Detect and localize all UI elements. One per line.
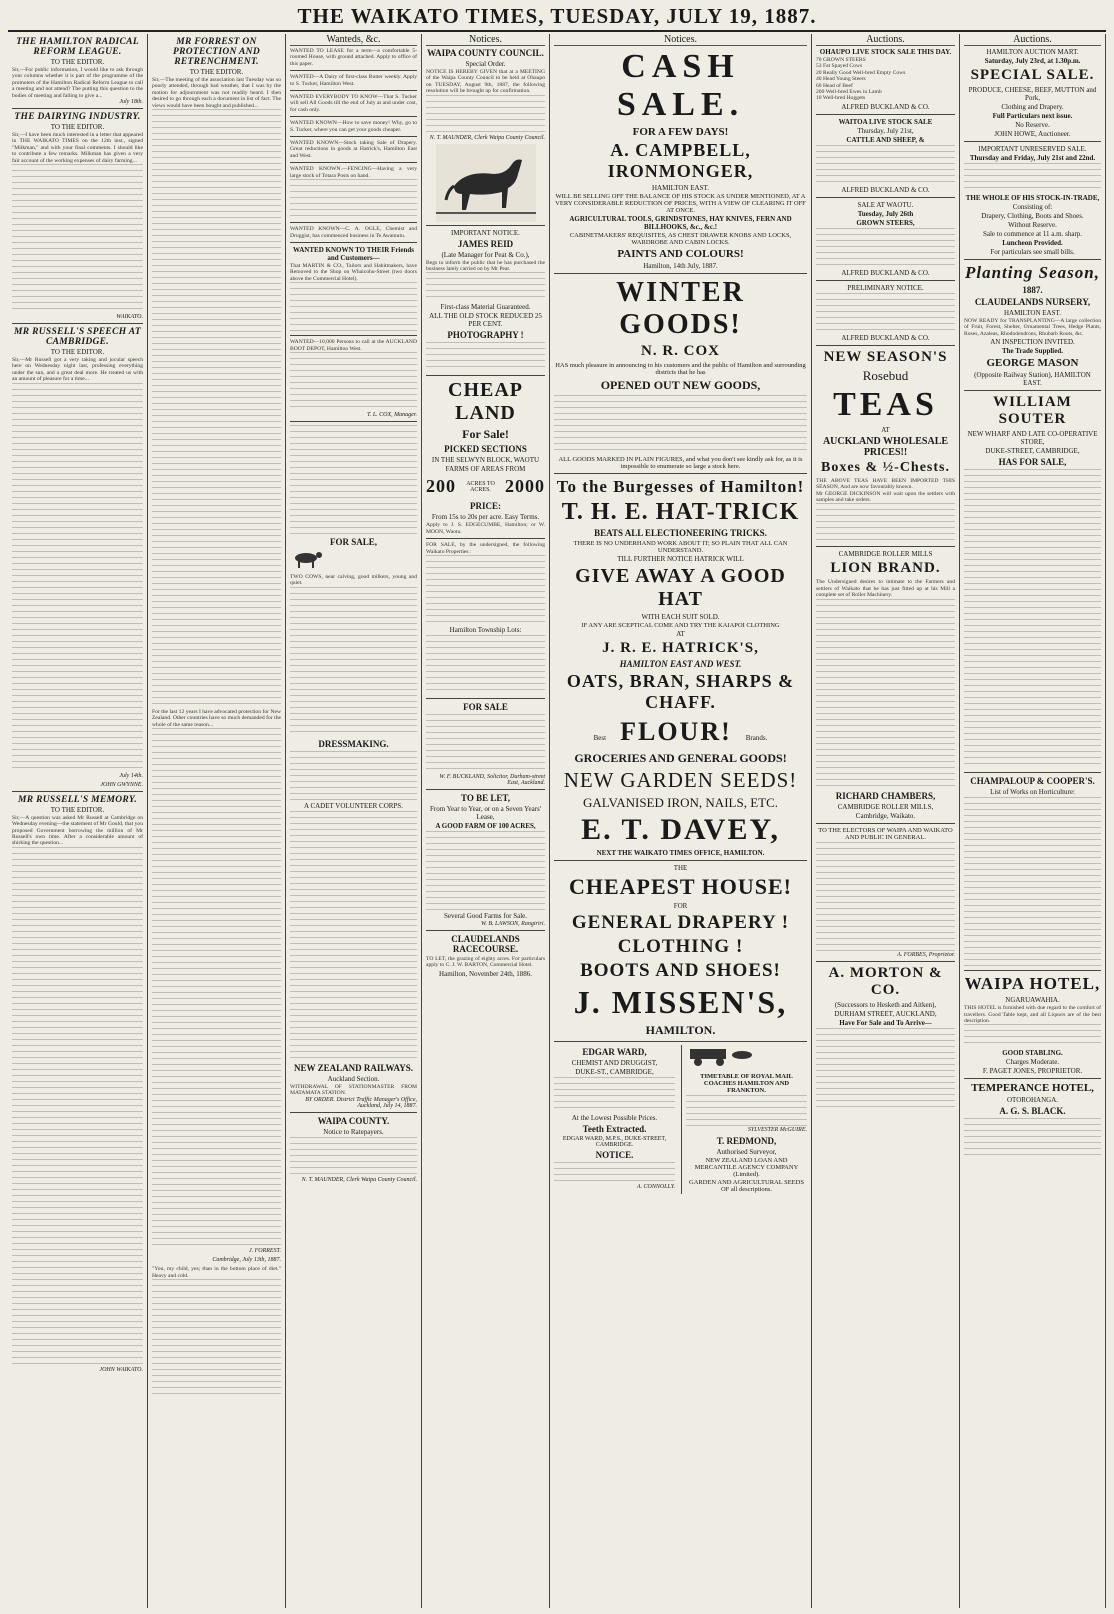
- to-editor: TO THE EDITOR.: [189, 68, 244, 76]
- text-filler: [816, 228, 955, 268]
- ad-garden-seeds: NEW GARDEN SEEDS!: [563, 768, 798, 792]
- text-filler: [554, 1162, 675, 1184]
- letter-body: Sir,—The meeting of the association last Tuesday was so poorly attended, through bad weather, that I was by the motion for adjournment was not readily heard. I then desired to go through each a document in list of fact. The views would have been bought and published...: [152, 77, 281, 109]
- ad-photography: PHOTOGRAPHY !: [447, 330, 524, 341]
- text-filler: [426, 831, 545, 911]
- to-editor: TO THE EDITOR.: [50, 805, 105, 814]
- ad-to-let-sub: From Year to Year, or on a Seven Years' Lease,: [429, 805, 542, 822]
- ad-cox-body: HAS much pleasure in announcing to his customers and the public of Hamilton and surrounding districts that he has: [555, 362, 806, 376]
- ad-alfred-2: ALFRED BUCKLAND & CO.: [841, 185, 930, 194]
- ad-reid-sub: (Late Manager for Peat & Co.),: [441, 250, 530, 259]
- ad-grown-steers: GROWN STEERS,: [856, 218, 915, 227]
- ad-stabling: GOOD STABLING.: [1002, 1049, 1063, 1058]
- text-filler: [290, 179, 417, 219]
- ad-important: IMPORTANT NOTICE.: [451, 228, 520, 237]
- ad-for: FOR: [673, 902, 688, 910]
- ad-consisting: Consisting of:: [1012, 203, 1053, 211]
- column-notices-1: [422, 34, 550, 1608]
- ad-claudelands-body: TO LET, the grazing of eighty acres. For particulars apply to C. J. W. BARTON, Commercial Hotel.: [426, 956, 545, 969]
- ad-edgar-sig: EDGAR WARD, M.P.S., DUKE-STREET, CAMBRIDGE.: [562, 1136, 667, 1148]
- ad-mart: HAMILTON AUCTION MART.: [986, 48, 1079, 56]
- text-filler: [12, 383, 143, 773]
- text-filler: [426, 342, 545, 372]
- to-editor: TO THE EDITOR.: [50, 58, 105, 66]
- ad-cheapest-house: CHEAPEST HOUSE!: [568, 874, 793, 899]
- ad-waipa-sub: Notice to Ratepayers.: [323, 1127, 384, 1136]
- ad-cambridge-waikato: Cambridge, Waikato.: [855, 811, 916, 820]
- ad-wanted-2: WANTED—A Dairy of first-class Butter weekly. Apply to S. Tucker, Hamilton West.: [290, 74, 417, 87]
- ad-lion-body: The Undersigned desires to intimate to the Farmers and settlers of Waikato that he has just fitted up at his Mill a complete set of Roller Machinery.: [816, 579, 955, 599]
- divider: [12, 791, 143, 792]
- ad-ngaruawahia: NGARUAWAHIA.: [1005, 996, 1060, 1005]
- ad-suit: WITH EACH SUIT SOLD.: [641, 613, 720, 621]
- ad-till: TILL FURTHER NOTICE HATRICK WILL: [617, 555, 744, 563]
- ad-trade: The Trade Supplied.: [1001, 347, 1063, 356]
- section-heading-auctions-2: Auctions.: [964, 34, 1101, 46]
- ad-clothing-drapery: Clothing and Drapery.: [1001, 103, 1064, 111]
- ad-item-2: 53 Fat Spayed Cows: [816, 63, 863, 70]
- letter-body: Sir,—I have been much interested in a letter that appeared in THE WAIKATO TIMES on the 12th inst., signed "Milkman," and with your final comments. I should like to contribute a few remarks. Milkman has given a very fair account of the working expenses of dairy farming...: [12, 132, 143, 164]
- ad-sale-properties: FOR SALE, by the undersigned, the following Waikato Properties :: [426, 542, 545, 555]
- ad-produce: PRODUCE, CHEESE, BEEF, MUTTON and Pork,: [968, 86, 1097, 102]
- ad-nzloan: NEW ZEALAND LOAN AND MERCANTILE AGENCY COMPANY (Limited).: [694, 1157, 799, 1178]
- text-filler: [816, 145, 955, 185]
- ad-morton-arrive: Have For Sale and To Arrive—: [839, 1018, 932, 1027]
- ad-special-sale: SPECIAL SALE.: [970, 67, 1095, 83]
- ad-missen: J. MISSEN'S,: [573, 984, 788, 1020]
- ad-chemist: CHEMIST AND DRUGGIST,: [571, 1059, 658, 1067]
- ad-to-let: TO BE LET,: [461, 793, 510, 804]
- text-filler: [426, 555, 545, 625]
- ad-at: AT: [676, 630, 685, 638]
- letter-body-3: "You, my child, yes; than in the bottom place of diet." Heavy and cold.: [152, 1266, 281, 1279]
- ad-teas: TEAS: [833, 385, 938, 423]
- ad-wanted-6: WANTED KNOWN.—FENCING—Having a very large stock of Totara Posts on hand.: [290, 166, 417, 179]
- ad-for-sale: For Sale!: [462, 427, 509, 442]
- ad-luncheon: Luncheon Provided.: [1002, 239, 1063, 247]
- horse-illustration: [436, 144, 536, 222]
- ad-no-reserve: No Reserve.: [1015, 121, 1050, 129]
- ad-oats: OATS, BRAN, SHARPS & CHAFF.: [566, 671, 795, 712]
- ad-reid: JAMES REID: [457, 238, 514, 249]
- ad-cows-heading: FOR SALE,: [329, 536, 377, 547]
- section-heading-notices-2: Notices.: [554, 34, 807, 46]
- ad-black: A. G. S. BLACK.: [999, 1106, 1066, 1117]
- ad-inspection: AN INSPECTION INVITED.: [990, 338, 1075, 347]
- letter-body-2: For the last 12 years I have advocated protection for New Zealand. Other countries have so much demanded for the whole of the same reason...: [152, 709, 281, 728]
- text-filler: [816, 503, 955, 543]
- ad-claudelands-date: Hamilton, November 24th, 1886.: [439, 969, 532, 978]
- ad-campbell-cabinet: CABINETMAKERS' REQUISITES, AS CHEST DRAWER KNOBS AND LOCKS, WARDROBE AND CABIN LOCKS.: [569, 232, 792, 246]
- ad-new-wharf: NEW WHARF AND LATE CO-OPERATIVE STORE,: [967, 430, 1098, 447]
- ad-cambridge-mills: CAMBRIDGE ROLLER MILLS: [838, 550, 933, 559]
- ad-waitoa: WAITOA LIVE STOCK SALE: [838, 117, 933, 126]
- ad-boots: BOOTS AND SHOES!: [580, 960, 781, 981]
- text-filler: [426, 714, 545, 774]
- heading-forrest: MR FORREST ON PROTECTION AND RETRENCHMENT.: [173, 37, 260, 67]
- text-filler: [290, 1137, 417, 1177]
- ad-campbell-selling: WILL BE SELLING OFF THE BALANCE OF HIS STOCK AS UNDER MENTIONED, AT A VERY CONSIDERABLE REDUCTION OF PRICES, WITH A VIEW OF CLEARING IT OFF AT ONCE.: [555, 193, 806, 214]
- ad-edgar: EDGAR WARD,: [582, 1047, 647, 1057]
- text-filler: [964, 1118, 1101, 1158]
- ad-whole-stock: THE WHOLE OF HIS STOCK-IN-TRADE,: [965, 194, 1100, 202]
- text-filler: [152, 728, 281, 1248]
- text-filler: [426, 95, 545, 135]
- ad-the: THE: [673, 864, 688, 872]
- ad-galv-iron: GALVANISED IRON, NAILS, ETC.: [582, 795, 778, 810]
- ad-has-sale: HAS FOR SALE,: [998, 457, 1067, 468]
- ad-humbug: THERE IS NO UNDERHAND WORK ABOUT IT; SO PLAIN THAT ALL CAN UNDERSTAND.: [573, 540, 788, 554]
- ad-brands: Brands.: [745, 734, 768, 742]
- ad-list: List of Works on Horticulture:: [990, 788, 1075, 797]
- ad-tuesday: Tuesday, July 26th: [857, 209, 914, 218]
- ad-morton: A. MORTON & CO.: [828, 964, 943, 998]
- heading-russell-speech: MR RUSSELL'S SPEECH AT CAMBRIDGE.: [14, 327, 141, 348]
- ad-groceries: GROCERIES AND GENERAL GOODS!: [574, 751, 787, 765]
- letter-signature: JOHN WAIKATO.: [99, 1366, 143, 1373]
- acres-to: 2000: [505, 476, 545, 497]
- ad-item-3: 20 Really Good Well-bred Empty Cows: [816, 69, 906, 76]
- ad-cox-plain: ALL GOODS MARKED IN PLAIN FIGURES, and what you don't see kindly ask for, as it is impossible to enumerate so large a stock here.: [558, 456, 803, 470]
- ad-several-farms: Several Good Farms for Sale.: [443, 912, 527, 921]
- ad-paints: PAINTS AND COLOURS!: [617, 248, 744, 260]
- ad-item-5: 60 Head of Beef: [816, 82, 853, 89]
- ad-connolly: A. CONNOLLY.: [636, 1184, 675, 1190]
- ad-mcguire: SYLVESTER McGUIRE.: [747, 1127, 807, 1133]
- ad-george-sub: (Opposite Railway Station), HAMILTON EAST.: [974, 371, 1091, 388]
- ad-flour: FLOUR!: [620, 717, 732, 746]
- text-filler: [426, 272, 545, 302]
- ad-rosebud: Rosebud: [862, 367, 909, 383]
- text-filler: [290, 282, 417, 332]
- ad-material: First-class Material Guaranteed.: [440, 303, 531, 312]
- ad-cattle: CATTLE AND SHEEP, &: [846, 135, 925, 144]
- ad-cows-body: TWO COWS, near calving, good milkers, young and quiet.: [290, 573, 417, 587]
- section-heading-wanteds: Wanteds, &c.: [290, 34, 417, 46]
- ad-tea-body: THE ABOVE TEAS HAVE BEEN IMPORTED THIS SEASON, And are now favourably known.: [816, 477, 955, 491]
- ad-lawson-sig: W. B. LAWSON, Rangiriri.: [480, 921, 545, 928]
- heading-russell-memory: MR RUSSELL'S MEMORY.: [18, 794, 137, 805]
- ad-clothing: CLOTHING !: [617, 936, 744, 957]
- ad-apply: Apply to J. S. EDGECUMBE, Hamilton; or W. MOON, Waotu.: [426, 522, 545, 535]
- ad-burgesses: To the Burgesses of Hamilton!: [556, 477, 805, 496]
- ad-few-days: FOR A FEW DAYS!: [632, 126, 729, 138]
- acres-range: [426, 474, 545, 499]
- ad-surveyor: Authorised Surveyor,: [716, 1148, 777, 1156]
- ad-further: For particulars see small bills.: [990, 248, 1075, 256]
- masthead: [8, 4, 1106, 32]
- text-filler: [816, 293, 955, 333]
- ad-electors: TO THE ELECTORS OF WAIPA AND WAIKATO AND PUBLIC IN GENERAL.: [818, 826, 953, 841]
- text-filler: [554, 395, 807, 455]
- ad-campbell: A. CAMPBELL, IRONMONGER,: [607, 140, 754, 181]
- ad-howe: JOHN HOWE, Auctioneer.: [994, 130, 1071, 138]
- text-filler: [816, 842, 955, 952]
- ad-lion-brand: LION BRAND.: [830, 560, 941, 577]
- text-filler: [152, 109, 281, 709]
- ad-waipa-hotel: WAIPA HOTEL,: [964, 974, 1101, 994]
- text-filler: [426, 635, 545, 695]
- ad-rail-signature: BY ORDER. District Traffic Manager's Office, Auckland, July 14, 1887.: [305, 1096, 417, 1109]
- ad-flour-row: [554, 715, 807, 749]
- ad-wanted-5: WANTED KNOWN—Stock taking Sale of Drapery. Great reductions in goods at Hatrick's, Hamilton East and West.: [290, 140, 417, 159]
- ad-duke: DUKE-ST., CAMBRIDGE,: [575, 1068, 654, 1076]
- ad-thursday: Thursday, July 21st,: [857, 126, 914, 135]
- column-letters-2: [148, 34, 286, 1608]
- ad-souter-duke: DUKE-STREET, CAMBRIDGE,: [985, 447, 1080, 456]
- column-auctions-2: [960, 34, 1106, 1608]
- text-filler: [290, 751, 417, 801]
- ad-cadet: A CADET VOLUNTEER CORPS.: [304, 801, 403, 810]
- ad-jre-hatrick: J. R. E. HATRICK'S,: [602, 640, 759, 656]
- ad-champaloup: CHAMPALOUP & COOPER'S.: [970, 776, 1095, 787]
- ad-moderate: Charges Moderate.: [1005, 1058, 1060, 1067]
- ad-nursery: CLAUDELANDS NURSERY,: [974, 297, 1091, 307]
- ad-sale-time: Sale to commence at 11 a.m. sharp.: [982, 230, 1083, 238]
- ad-notice: NOTICE.: [595, 1150, 634, 1160]
- ad-morton-sub: (Successors to Hesketh and Aitken),: [834, 1000, 937, 1009]
- ad-souter: WILLIAM SOUTER: [993, 394, 1072, 428]
- cow-icon: [290, 549, 326, 569]
- ad-cox: N. R. COX: [641, 343, 720, 359]
- ad-opened: OPENED OUT NEW GOODS,: [600, 378, 761, 392]
- ad-saturday: Saturday, July 23rd, at 1.30p.m.: [984, 57, 1081, 65]
- ad-buckland-sig: W. F. BUCKLAND, Solicitor, Durham-street East, Auckland.: [439, 774, 545, 787]
- ad-campbell-hamilton: HAMILTON EAST.: [651, 184, 710, 192]
- divider: [12, 108, 143, 109]
- text-filler: [964, 163, 1101, 193]
- ad-cheap-land: CHEAP LAND: [448, 379, 523, 425]
- text-filler: [686, 1095, 807, 1127]
- ad-ohaupo: OHAUPO LIVE STOCK SALE THIS DAY.: [819, 48, 952, 56]
- ad-lowest: At the Lowest Possible Prices.: [571, 1114, 658, 1122]
- ad-missen-hamilton: HAMILTON.: [645, 1023, 716, 1037]
- ad-teeth: Teeth Extracted.: [582, 1124, 647, 1134]
- ad-forbes: A. FORBES, Proprietor.: [897, 951, 955, 958]
- text-filler: [290, 811, 417, 1061]
- ad-martin-body: That MARTIN & CO., Tailors and Habitmakers, have Removed to the Shop on Whaicohu-Street (two doors above the Commercial Hotel).: [290, 262, 417, 282]
- ad-drapery: GENERAL DRAPERY !: [571, 912, 790, 933]
- coach-icon: [686, 1045, 756, 1067]
- text-filler: [964, 469, 1101, 769]
- ad-jre-sub: HAMILTON EAST AND WEST.: [619, 659, 742, 669]
- acres-word: ACRES TO ACRES.: [466, 480, 495, 493]
- text-filler: [290, 587, 417, 737]
- ad-wholesale: AUCKLAND WHOLESALE PRICES!!: [822, 435, 949, 458]
- ad-richard: RICHARD CHAMBERS,: [835, 790, 936, 801]
- text-filler: [290, 352, 417, 412]
- ad-without: Without Reserve.: [1008, 221, 1057, 229]
- ad-old-stock: ALL THE OLD STOCK REDUCED 25 PER CENT.: [429, 312, 542, 329]
- ad-temperance: TEMPERANCE HOTEL,: [971, 1082, 1094, 1095]
- ad-george: GEORGE MASON: [986, 357, 1079, 370]
- ad-beats: BEATS ALL ELECTIONEERING TRICKS.: [594, 528, 767, 538]
- text-filler: [816, 599, 955, 789]
- ad-ready: NOW READY for TRANSPLANTING—A large collection of Fruit, Forest, Shelter, Ornamental Trees, Hedge Plants, Roses, Azaleas, Rhododendrons, Rhubarb Roots, &c.: [964, 318, 1101, 337]
- letter-body: Sir,—Mr Russell got a very taking and jocular speech here on Wednesday night last, professing everything under the sun, and a great deal more. He treated us with an amount of pleasure for a time...: [12, 357, 143, 383]
- ad-give-away: GIVE AWAY A GOOD HAT: [575, 565, 786, 610]
- text-filler: [12, 164, 143, 314]
- ad-prelim: PRELIMINARY NOTICE.: [847, 283, 924, 292]
- section-heading-auctions: Auctions.: [816, 34, 955, 46]
- ad-alfred-3: ALFRED BUCKLAND & CO.: [841, 268, 930, 277]
- ad-planting: Planting Season,: [964, 263, 1101, 282]
- ad-rail-body: WITHDRAWAL OF STATIONMASTER FROM MATAMATA STATION.: [290, 1083, 417, 1097]
- ad-redmond: T. REDMOND,: [716, 1136, 777, 1146]
- ad-hotel-body: THIS HOTEL is furnished with due regard to the comfort of travellers. Good Table kept, and all Liquors are of the best description.: [964, 1005, 1101, 1025]
- ad-sale-waotu: SALE AT WAOTU.: [857, 200, 914, 209]
- masthead-title: THE WAIKATO TIMES, TUESDAY, JULY 19, 1887.: [297, 4, 817, 28]
- ad-otorohanga: OTOROHANGA.: [1006, 1096, 1058, 1105]
- text-filler: [964, 1024, 1101, 1048]
- ad-township: Hamilton Township Lots:: [449, 626, 522, 635]
- ad-council-special: Special Order.: [465, 60, 506, 68]
- ad-wanted-1: WANTED TO LEASE for a term—a comfortable 5-roomed House, with ground attached. Apply to office of this paper.: [290, 48, 417, 67]
- ad-martin-heading: WANTED KNOWN TO THEIR Friends and Customers—: [293, 245, 414, 262]
- ad-council-signature: N. T. MAUNDER, Clerk Waipa County Council.: [429, 134, 545, 141]
- ad-thursfri: Thursday and Friday, July 21st and 22nd.: [969, 154, 1096, 162]
- ad-price-range: From 15s to 20s per acre. Easy Terms.: [431, 513, 540, 522]
- text-filler: [152, 1279, 281, 1399]
- acres-from: 200: [426, 476, 456, 497]
- ad-nz-railways: NEW ZEALAND RAILWAYS.: [294, 1062, 413, 1073]
- letter-signature: WAIKATO.: [116, 314, 143, 321]
- ad-year: 1887.: [1022, 285, 1043, 295]
- ad-for-sale-3: FOR SALE: [463, 702, 508, 713]
- ad-boot-signature: T. L. COX, Manager.: [366, 411, 417, 418]
- ad-alfred-1: ALFRED BUCKLAND & CO.: [841, 102, 930, 111]
- ad-tea-at: AT: [881, 425, 890, 434]
- ad-richard-sub: CAMBRIDGE ROLLER MILLS,: [837, 802, 934, 811]
- ad-campbell-date: Hamilton, 14th July, 1887.: [643, 262, 718, 270]
- ad-davey: E. T. DAVEY,: [581, 813, 780, 846]
- heading-dairying: THE DAIRYING INDUSTRY.: [14, 112, 141, 123]
- ad-wanted-4: WANTED KNOWN—How to save money! Why, go to S. Tucker, where you can get your goods cheaper.: [290, 120, 417, 133]
- ad-item-4: 40 Head Young Steers: [816, 76, 866, 83]
- text-filler: [816, 1028, 955, 1108]
- ad-kaiapoi: IF ANY ARE SCEPTICAL COME AND TRY THE KAIAPOI CLOTHING: [581, 622, 780, 629]
- ad-council-heading: WAIPA COUNTY COUNCIL.: [427, 48, 544, 58]
- ad-campbell-tools: AGRICULTURAL TOOLS, GRINDSTONES, HAY KNIVES, FERN AND BILLHOOKS, &c., &c.!: [569, 215, 792, 231]
- ad-wanted-7: WANTED KNOWN—C. A. OGLE, Chemist and Druggist, has commenced business in Te Awamutu.: [290, 226, 417, 239]
- text-filler: [554, 1077, 675, 1113]
- ad-edgar-block: [554, 1045, 675, 1194]
- letter-body: Sir,—A question was asked Mr Russell at Cambridge on Wednesday evening—the statement of Mr Gould, that you proposed Government borrowing the million of Mr Russell's own time. After a considerable amount of shirking the question...: [12, 814, 143, 847]
- section-heading-notices: Notices.: [426, 34, 545, 46]
- ad-best: Best: [593, 734, 607, 742]
- ad-dressmaking: DRESSMAKING.: [318, 738, 389, 749]
- text-filler: [12, 847, 143, 1367]
- letter-date: Cambridge, July 13th, 1887.: [212, 1257, 281, 1264]
- ad-price: PRICE:: [470, 501, 501, 512]
- ad-item-1: 70 GROWN STEERS: [816, 57, 866, 63]
- ad-selwyn-block: IN THE SELWYN BLOCK, WAOTU: [431, 456, 540, 465]
- to-editor: TO THE EDITOR.: [50, 123, 105, 132]
- ad-rail-section: Auckland Section.: [327, 1074, 380, 1083]
- ad-alfred-4: ALFRED BUCKLAND & CO.: [841, 333, 930, 342]
- heading-radical-league: THE HAMILTON RADICAL REFORM LEAGUE.: [16, 37, 139, 57]
- column-letters-1: [8, 34, 148, 1608]
- ad-claudelands: CLAUDELANDS RACECOURSE.: [451, 934, 520, 955]
- letter-date: July 14th.: [119, 772, 143, 779]
- text-filler: [964, 797, 1101, 967]
- ad-morton-addr: DURHAM STREET, AUCKLAND,: [834, 1009, 937, 1018]
- ad-cash-sale: CASH SALE.: [616, 48, 745, 123]
- ad-item-7: 10 Well-bred Hoggets: [816, 95, 866, 102]
- letter-signature: J. FORREST.: [248, 1248, 281, 1255]
- ad-item-6: 200 Well-bred Ewes in Lamb: [816, 89, 882, 96]
- ad-hat-trick: T. H. E. HAT-TRICK: [561, 499, 800, 525]
- ad-boxes: Boxes & ½-Chests.: [821, 459, 950, 475]
- column-wanteds: [286, 34, 422, 1608]
- ad-waipa-county: WAIPA COUNTY.: [317, 1115, 390, 1126]
- ad-new-season: NEW SEASON'S: [823, 348, 948, 365]
- ad-good-farm: A GOOD FARM OF 100 ACRES,: [435, 822, 536, 831]
- ad-paget: F. PAGET JONES, PROPRIETOR.: [982, 1067, 1083, 1076]
- to-editor: TO THE EDITOR.: [50, 348, 105, 357]
- ad-waipa-signature: N. T. MAUNDER, Clerk Waipa County Council.: [301, 1176, 417, 1183]
- ad-boot-depot: WANTED—10,000 Persons to call at the AUCKLAND BOOT DEPOT, Hamilton West.: [290, 339, 417, 352]
- letter-signature: July 18th.: [119, 99, 143, 106]
- column-auctions-1: [812, 34, 960, 1608]
- ad-timetable: TIMETABLE OF ROYAL MAIL COACHES HAMILTON AND FRANKTON.: [700, 1073, 793, 1094]
- column-notices-2: [550, 34, 812, 1608]
- ad-picked-sections: PICKED SECTIONS: [444, 444, 527, 455]
- divider: [12, 323, 143, 324]
- text-filler: [290, 425, 417, 535]
- ad-full-particulars: Full Particulars next issue.: [992, 112, 1073, 120]
- ad-reid-body: Begs to inform the public that he has purchased the business lately carried on by Mr Peat.: [426, 259, 545, 273]
- ad-dickinson: Mr GEORGE DICKINSON will wait upon the settlers with samples and take orders.: [816, 490, 955, 504]
- letter-body: Sir,—For public information, I would like to ask through your columns whether it is part of the programme of the promoters of the Hamilton Radical Reform League to call a meeting and not attend? The putting this question to the bodies of meeting and failing to give a...: [12, 67, 143, 99]
- ad-unreserved: IMPORTANT UNRESERVED SALE.: [978, 145, 1087, 153]
- ad-farms-areas: FARMS OF AREAS FROM: [445, 465, 526, 474]
- letter-signature: JOHN GWYNNE.: [100, 781, 143, 788]
- ad-garden-seeds-small: GARDEN AND AGRICULTURAL SEEDS OF all descriptions.: [689, 1179, 804, 1193]
- ad-winter-goods: WINTER GOODS!: [616, 277, 745, 340]
- ad-coach-block: [681, 1045, 807, 1194]
- ad-wanted-3: WANTED EVERYBODY TO KNOW—That S. Tucker will sell All Goods till the end of July at and under cost, for cash only.: [290, 94, 417, 113]
- ad-council-body: NOTICE IS HEREBY GIVEN that at a MEETING of the Waipa County Council to be held at Ohaupo on TUESDAY, August 9th, 1887, the following resolution will be brought up for confirmation.: [426, 69, 545, 95]
- ad-drapery-boots: Drapery, Clothing, Boots and Shoes.: [981, 212, 1084, 220]
- ad-bottom-row: [554, 1045, 807, 1194]
- ad-nursery-sub: HAMILTON EAST.: [1003, 309, 1062, 317]
- ad-davey-sub: NEXT THE WAIKATO TIMES OFFICE, HAMILTON.: [596, 849, 765, 857]
